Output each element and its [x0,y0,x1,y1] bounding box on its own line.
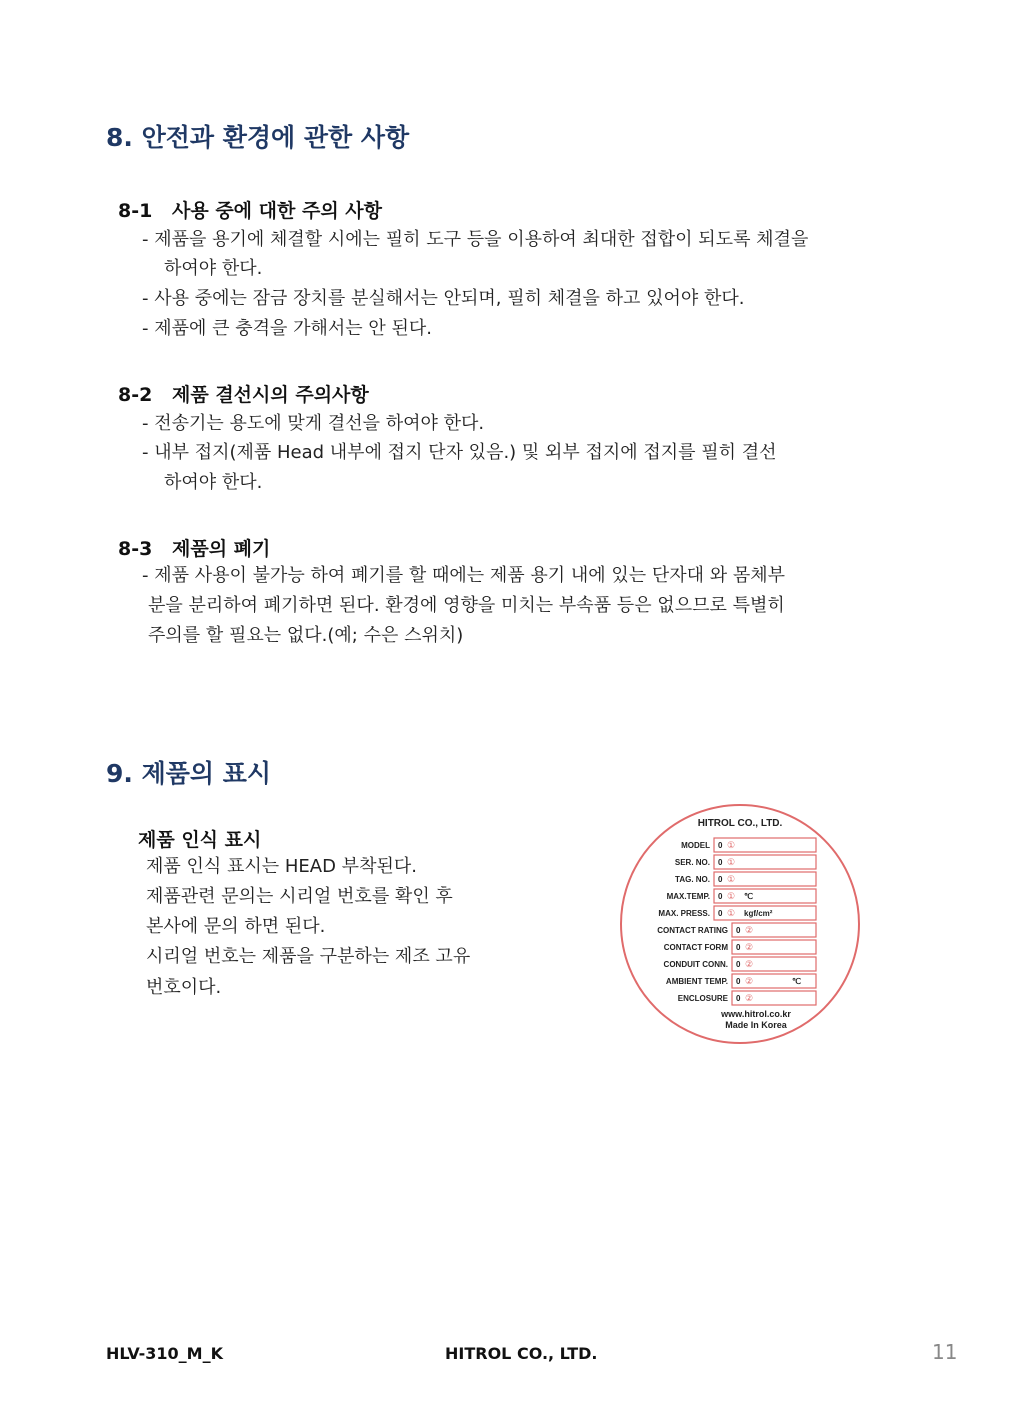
nameplate-row-mark: ① [727,840,736,850]
nameplate-row-mark: ② [745,925,754,935]
nameplate-row-unit: ℃ [792,977,801,986]
text-line: - 전송기는 용도에 맞게 결선을 하여야 한다. [142,413,485,434]
text-line: - 내부 접지(제품 Head 내부에 접지 단자 있음.) 및 외부 접지에 접지를 필히 결선 [142,442,777,463]
footer-company: HITROL CO., LTD. [445,1344,598,1363]
subsection-title: 제품의 폐기 [172,538,271,560]
subsection-8-1-heading [118,196,382,223]
nameplate-row-mark: ② [745,959,754,969]
nameplate-row-key: CONDUIT CONN. [663,960,728,969]
section-9-title: 9. 제품의 표시 [106,759,272,788]
nameplate-row-value: 0 [718,858,723,867]
footer-doc-code: HLV-310_M_K [106,1344,223,1363]
nameplate-row-value: 0 [736,977,741,986]
nameplate-row-key: TAG. NO. [675,875,710,884]
text-line: 분을 분리하여 폐기하면 된다. 환경에 영향을 미치는 부속품 등은 없으므로 특별히 [148,595,785,616]
section-8-title: 8. 안전과 환경에 관한 사항 [106,123,410,152]
nameplate-row-mark: ② [745,976,754,986]
text-line: 시리얼 번호는 제품을 구분하는 제조 고유 [146,946,471,967]
nameplate-row-value: 0 [718,841,723,850]
nameplate-website: www.hitrol.co.kr [721,1009,791,1019]
nameplate-made-in: Made In Korea [725,1020,787,1030]
nameplate-row-key: MODEL [681,841,710,850]
text-line: 제품관련 문의는 시리얼 번호를 확인 후 [146,886,453,907]
nameplate-row-key: CONTACT FORM [663,943,728,952]
nameplate-row-unit: kgf/cm² [744,909,773,918]
nameplate-company: HITROL CO., LTD. [697,818,783,829]
subsection-number: 8-2 [118,384,153,406]
nameplate-row-value: 0 [736,960,741,969]
subsection-8-3-heading [118,534,270,561]
nameplate-row-mark: ① [727,908,736,918]
nameplate-outline [621,805,859,1043]
nameplate-row-key: MAX. PRESS. [658,909,710,918]
text-line: - 제품을 용기에 체결할 시에는 필히 도구 등을 이용하여 최대한 접합이 되도록 체결을 [142,229,809,250]
nameplate-row-value: 0 [736,926,741,935]
nameplate-row-value: 0 [718,909,723,918]
nameplate-row-key: ENCLOSURE [677,994,728,1003]
nameplate-row-key: MAX.TEMP. [666,892,710,901]
text-line: 제품 인식 표시는 HEAD 부착된다. [146,856,417,877]
text-line: 번호이다. [146,977,222,998]
text-line: 하여야 한다. [164,472,263,493]
text-line: 주의를 할 필요는 없다.(예; 수은 스위치) [148,625,464,646]
product-label-subtitle: 제품 인식 표시 [138,829,262,851]
nameplate-row-unit: ℃ [744,892,753,901]
subsection-8-2-heading [118,380,369,407]
nameplate-row-value: 0 [736,943,741,952]
nameplate-row-value: 0 [718,892,723,901]
text-line: 본사에 문의 하면 된다. [146,916,326,937]
text-line: - 사용 중에는 잠금 장치를 분실해서는 안되며, 필히 체결을 하고 있어야 한다. [142,288,745,309]
nameplate-row-key: AMBIENT TEMP. [665,977,728,986]
nameplate-row-mark: ② [745,993,754,1003]
nameplate-row-value: 0 [736,994,741,1003]
nameplate-row-key: SER. NO. [674,858,710,867]
text-line: - 제품 사용이 불가능 하여 폐기를 할 때에는 제품 용기 내에 있는 단자대 와 몸체부 [142,565,786,586]
subsection-number: 8-1 [118,200,153,222]
text-line: - 제품에 큰 충격을 가해서는 안 된다. [142,318,432,339]
text-line: 하여야 한다. [164,258,263,279]
nameplate-row-mark: ① [727,857,736,867]
subsection-number: 8-3 [118,538,153,560]
nameplate-row-value: 0 [718,875,723,884]
nameplate-row-mark: ② [745,942,754,952]
subsection-title: 사용 중에 대한 주의 사항 [172,200,382,222]
page-number: 11 [932,1340,958,1364]
nameplate-row-mark: ① [727,874,736,884]
product-nameplate [618,802,862,1046]
nameplate-row-key: CONTACT RATING [657,926,728,935]
subsection-title: 제품 결선시의 주의사항 [172,384,369,406]
nameplate-row-mark: ① [727,891,736,901]
